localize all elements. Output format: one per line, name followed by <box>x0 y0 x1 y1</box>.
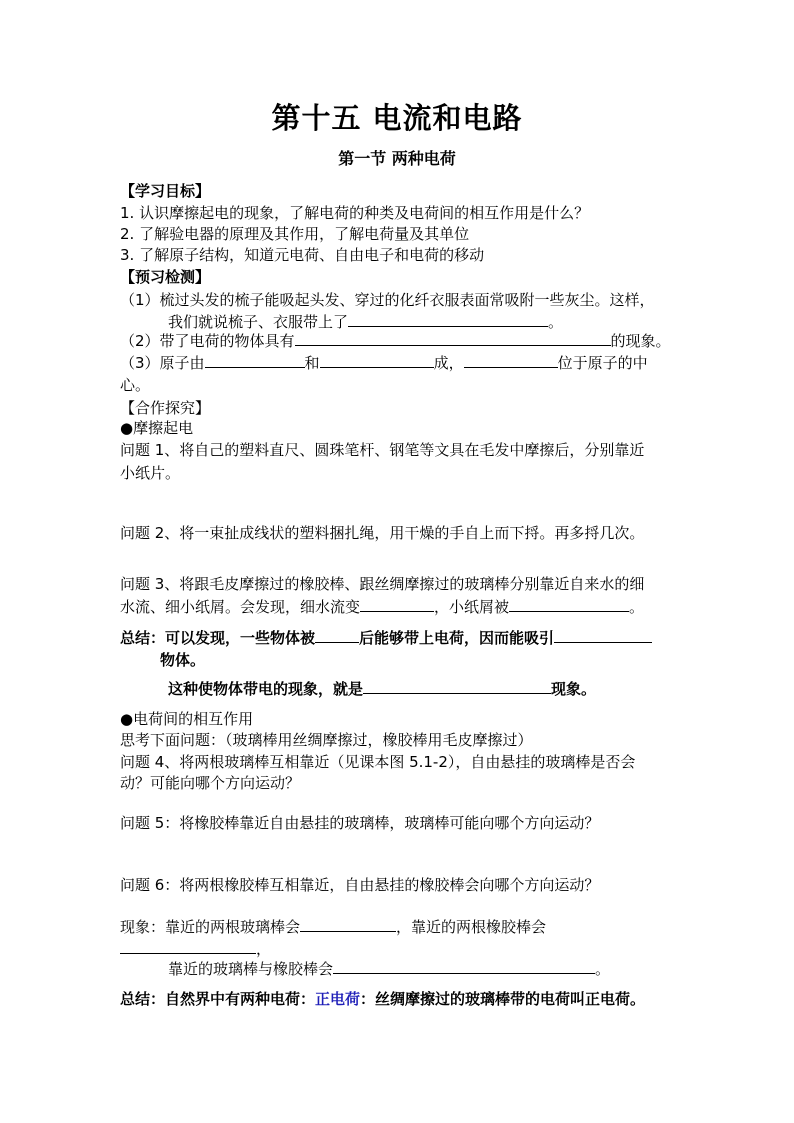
answer-blank[interactable] <box>360 597 434 612</box>
preview-q1-line2: 我们就说梳子、衣服带上了 。 <box>168 313 564 331</box>
summary-2: 这种使物体带电的现象，就是 现象。 <box>168 680 597 698</box>
preview-heading: 【预习检测】 <box>120 268 211 286</box>
goal-item-2: 2. 了解验电器的原理及其作用，了解电荷量及其单位 <box>120 225 470 243</box>
answer-blank[interactable] <box>120 939 256 954</box>
question-1-line1: 问题 1、将自己的塑料直尺、圆珠笔杆、钢笔等文具在毛发中摩擦后，分别靠近 <box>120 441 645 459</box>
answer-blank[interactable] <box>315 628 359 643</box>
answer-blank[interactable] <box>509 597 629 612</box>
observation-line3: 靠近的玻璃棒与橡胶棒会 。 <box>168 960 611 978</box>
question-4-line1: 问题 4、将两根玻璃棒互相靠近（见课本图 5.1-2），自由悬挂的玻璃棒是否会 <box>120 753 636 771</box>
section-subtitle: 第一节 两种电荷 <box>338 149 456 168</box>
answer-blank[interactable] <box>300 917 396 932</box>
summary-1-line1: 总结：可以发现，一些物体被 后能够带上电荷，因而能吸引 <box>120 627 652 649</box>
question-3-line1: 问题 3、将跟毛皮摩擦过的橡胶棒、跟丝绸摩擦过的玻璃棒分别靠近自来水的细 <box>120 575 645 593</box>
subheading-friction: ●摩擦起电 <box>120 419 194 437</box>
question-3-line2: 水流、细小纸屑。会发现，细水流变 ，小纸屑被 。 <box>120 598 645 616</box>
subheading-interaction: ●电荷间的相互作用 <box>120 710 254 728</box>
goals-heading: 【学习目标】 <box>120 182 211 200</box>
answer-blank[interactable] <box>464 353 558 368</box>
page-title: 第十五 电流和电路 <box>271 101 523 135</box>
goal-item-3: 3. 了解原子结构，知道元电荷、自由电子和电荷的移动 <box>120 246 485 264</box>
preview-q3: （3）原子由 和 成， 位于原子的中 <box>120 354 648 372</box>
summary-1-line2: 物体。 <box>160 651 206 669</box>
preview-q2: （2）带了电荷的物体具有 的现象。 <box>120 332 671 350</box>
preview-q1-line1: （1）梳过头发的梳子能吸起头发、穿过的化纤衣服表面常吸附一些灰尘。这样， <box>120 291 655 309</box>
question-1-line2: 小纸片。 <box>120 464 181 482</box>
observation-line2: ， <box>120 938 271 960</box>
summary-3: 总结：自然界中有两种电荷：正电荷：丝绸摩擦过的玻璃棒带的电荷叫正电荷。 <box>120 990 646 1008</box>
answer-blank[interactable] <box>348 312 548 327</box>
think-prompt: 思考下面问题：（玻璃棒用丝绸摩擦过，橡胶棒用毛皮摩擦过） <box>120 731 533 749</box>
answer-blank[interactable] <box>320 353 434 368</box>
explore-heading: 【合作探究】 <box>120 399 211 417</box>
preview-q3-line2: 心。 <box>120 376 151 394</box>
answer-blank[interactable] <box>554 628 652 643</box>
observation-line1: 现象：靠近的两根玻璃棒会 ，靠近的两根橡胶棒会 <box>120 918 547 936</box>
question-5: 问题 5：将橡胶棒靠近自由悬挂的玻璃棒，玻璃棒可能向哪个方向运动？ <box>120 814 600 832</box>
question-2: 问题 2、将一束扯成线状的塑料捆扎绳，用干燥的手自上而下捋。再多捋几次。 <box>120 524 645 542</box>
positive-charge-term: 正电荷 <box>315 990 361 1008</box>
goal-item-1: 1. 认识摩擦起电的现象，了解电荷的种类及电荷间的相互作用是什么？ <box>120 204 590 222</box>
answer-blank[interactable] <box>205 353 305 368</box>
answer-blank[interactable] <box>333 959 595 974</box>
question-6: 问题 6：将两根橡胶棒互相靠近，自由悬挂的橡胶棒会向哪个方向运动？ <box>120 876 600 894</box>
question-4-line2: 动？可能向哪个方向运动？ <box>120 774 301 792</box>
answer-blank[interactable] <box>295 331 611 346</box>
answer-blank[interactable] <box>363 679 551 694</box>
